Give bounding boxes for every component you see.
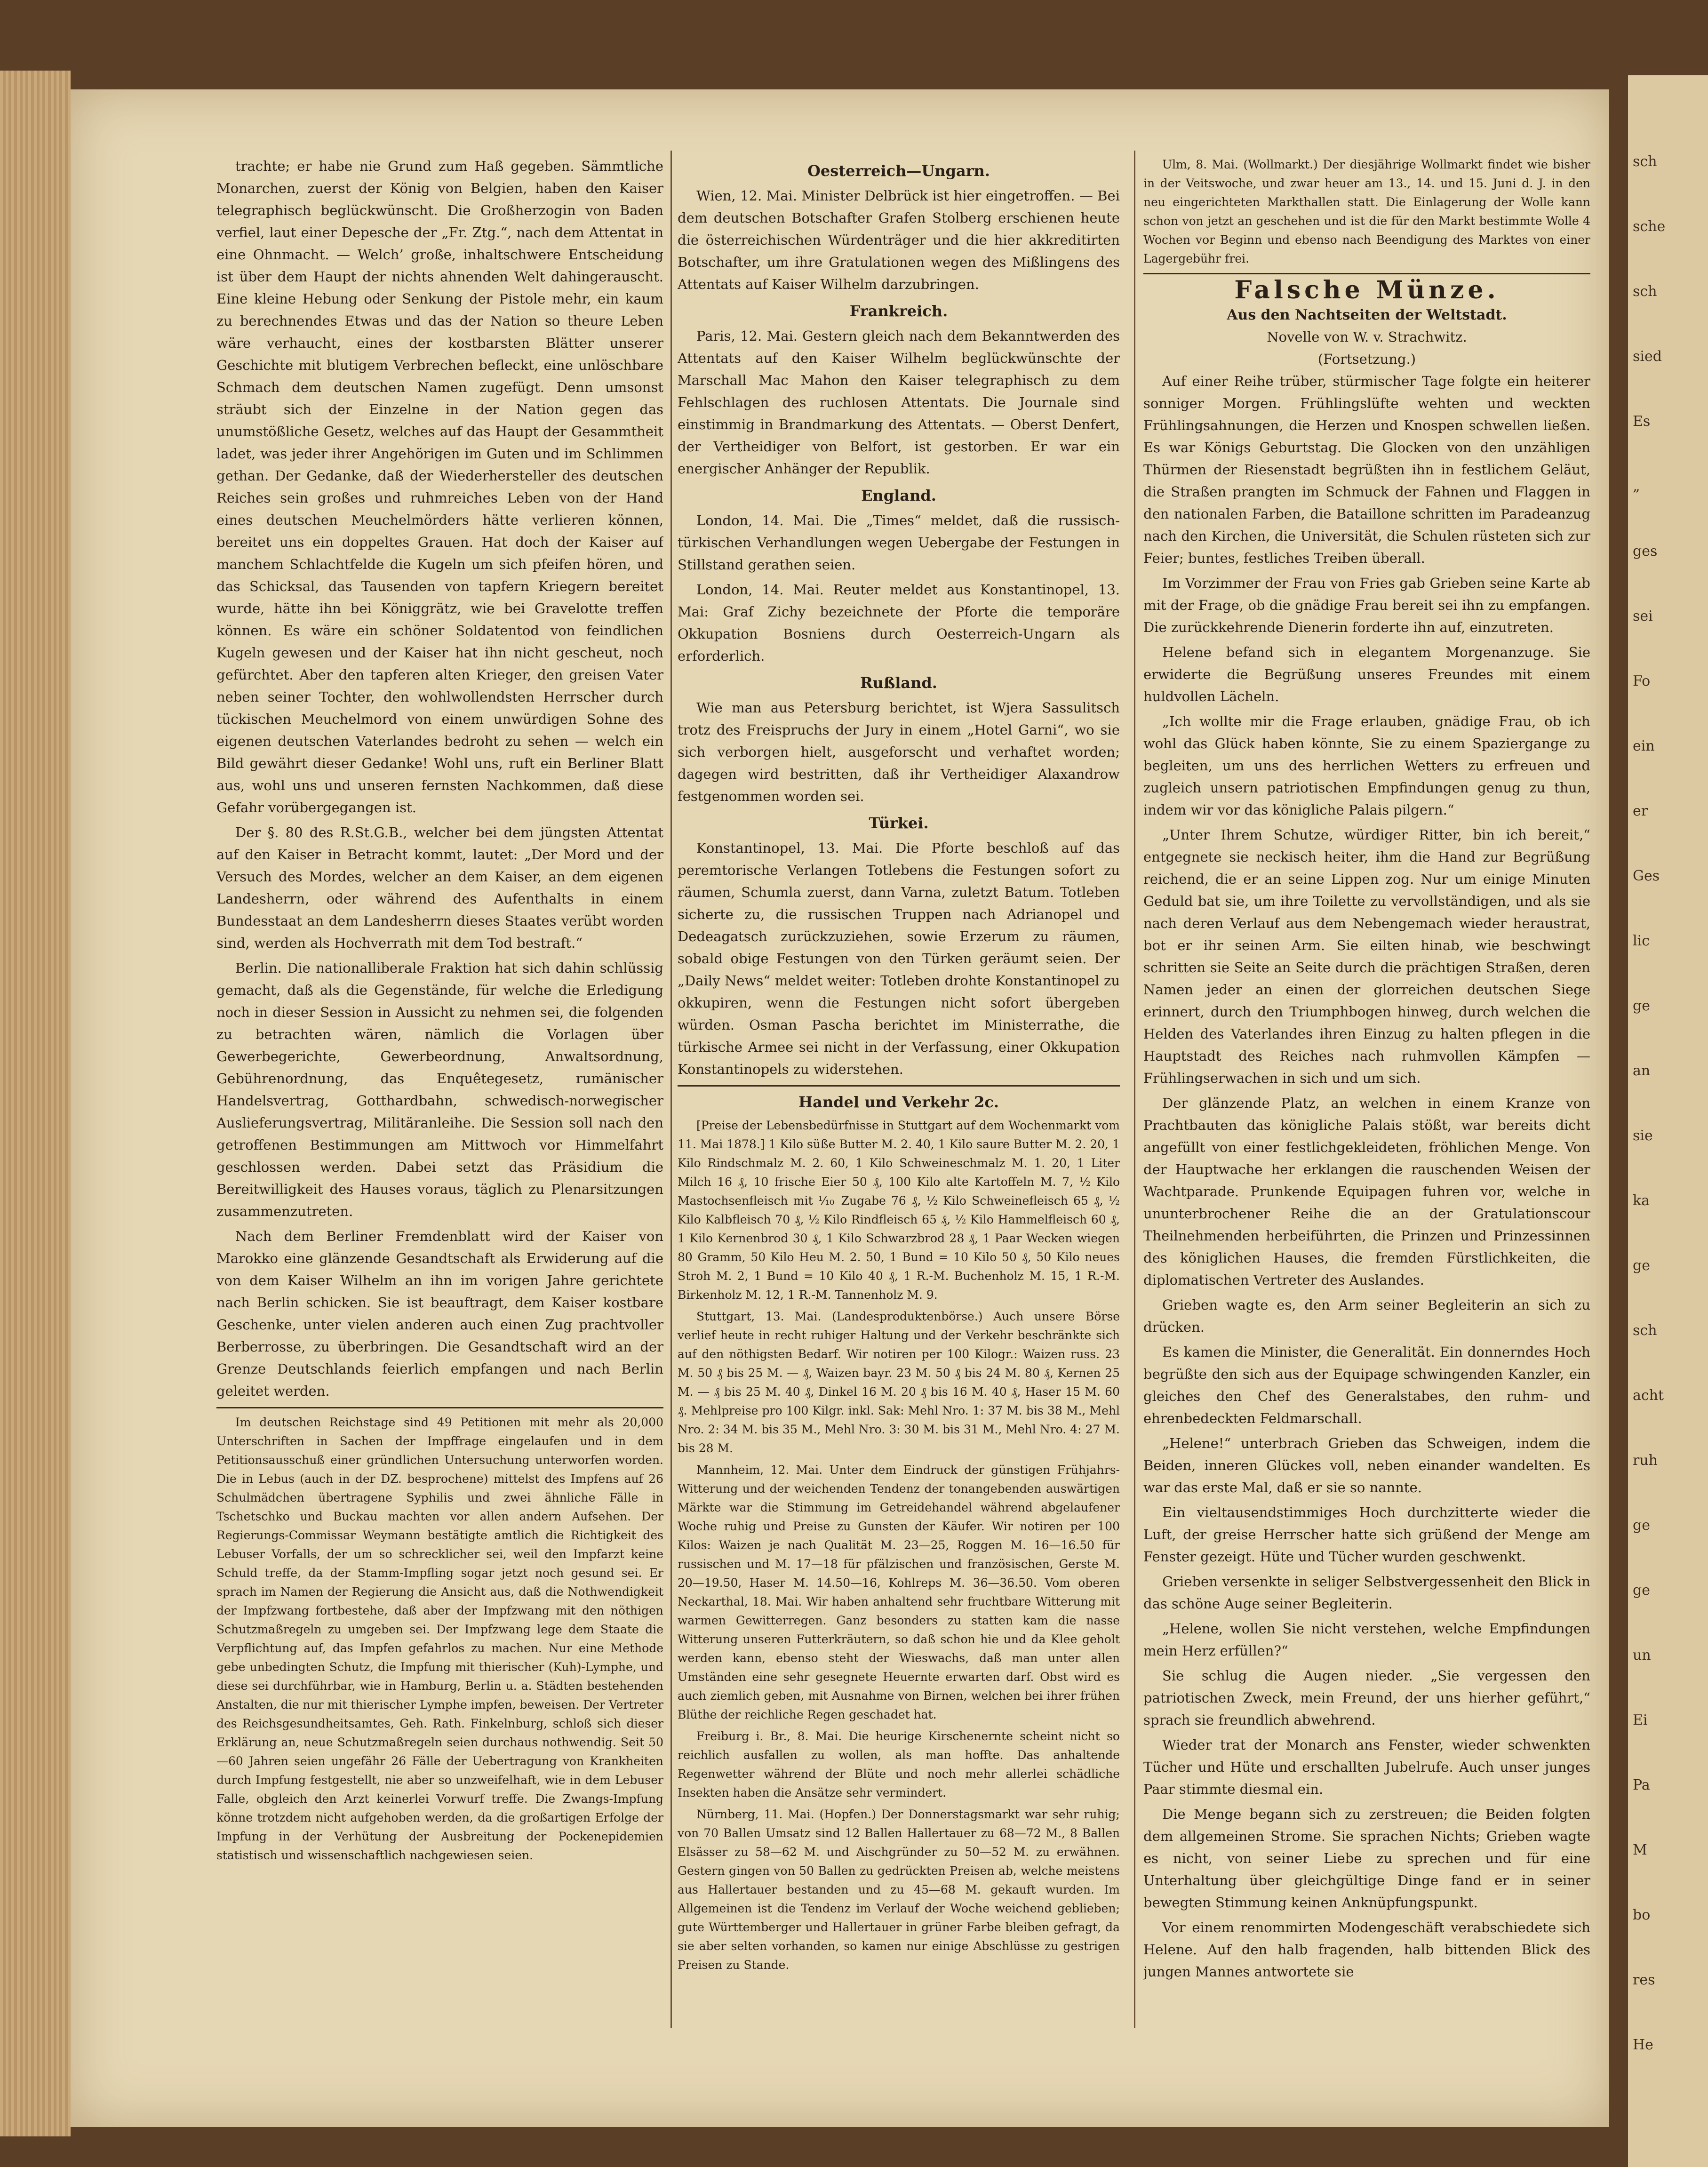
section-heading-trade: Handel und Verkehr 2c. — [798, 1093, 999, 1111]
section-heading-france: Frankreich. — [849, 302, 948, 320]
next-page-fragment: sch — [1633, 283, 1657, 300]
next-page-edge — [1628, 75, 1708, 2167]
paragraph: trachte; er habe nie Grund zum Haß gegeben. Sämmtliche Monarchen, zuerst der König von Belgien, haben den Kaiser telegraphisch beglückwünscht. Die Großherzogin von Baden verfiel, laut einer Depesche der „Fr. Ztg.“, nach dem Attentat in eine Ohnmacht. — Welch’ große, inhaltschwere Entscheidung ist über dem Haupt der nichts ahnenden Welt dahingerauscht. Eine kleine Hebung oder Senkung der Pistole mehr, ein kaum zu berechnendes Etwas und das der Nation so theure Leben wäre verhaucht, eines der kostbarsten Blätter unserer Geschichte mit blutigem Verbrechen befleckt, eine unlöschbare Schmach dem deutschen Namen zugefügt. Denn umsonst sträubt sich der Einzelne in der Nation gegen das unumstößliche Gesetz, welches auf das Haupt der Gesammtheit ladet, was jeder ihrer Angehörigen im Guten und im Schlimmen gethan. Der Gedanke, daß der Wiederhersteller des deutschen Reiches sein großes und ruhmreiches Leben von der Hand eines deutschen Meuchelmörders hätte verlieren können, bereitet uns ein doppeltes Grauen. Hat doch der Kaiser auf manchem Schlachtfelde die Kugeln um sich pfeifen hören, und das Schicksal, das Tausenden von tapfern Kriegern bereitet wurde, hätte ihn bei Königgrätz, wie bei Gravelotte treffen können. Es wäre ein schöner Soldatentod von feindlichen Kugeln gewesen und der Kaiser hat ihn nicht gescheut, noch gefürchtet. Aber den tapferen alten Krieger, den greisen Vater neben seiner Tochter, den wohlwollendsten Herrscher durch tückischen Meuchelmord von einem unwürdigen Sohne des eigenen deutschen Vaterlandes bedroht zu sehen — welch ein Bild gewährt dieser Gedanke! Wohl uns, ruft ein Berliner Blatt aus, wohl uns und unseren fernsten Nachkommen, daß diese Gefahr vorübergegangen ist. — [216, 158, 663, 816]
next-page-fragment: Ges — [1633, 868, 1660, 884]
paragraph: London, 14. Mai. Reuter meldet aus Konstantinopel, 13. Mai: Graf Zichy bezeichnete der Pforte die temporäre Okkupation Bosniens durch Oesterreich-Ungarn als erforderlich. — [678, 582, 1120, 664]
next-page-fragment: Pa — [1633, 1777, 1650, 1793]
paragraph: Vor einem renommirten Modengeschäft verabschiedete sich Helene. Auf den halb fragenden, halb bittenden Blick des jungen Mannes antwortete sie — [1143, 1919, 1590, 1980]
feuilleton-author: Novelle von W. v. Strachwitz. — [1267, 329, 1467, 345]
next-page-fragment: bo — [1633, 1907, 1651, 1923]
paragraph-small: [Preise der Lebensbedürfnisse in Stuttgart auf dem Wochenmarkt vom 11. Mai 1878.] 1 Kilo süße Butter M. 2. 40, 1 Kilo saure Butter M. 2. 20, 1 Kilo Rindschmalz M. 2. 60, 1 Kilo Schweineschmalz M. 1. 20, 1 Liter Milch 16 ₰, 10 frische Eier 50 ₰, 100 Kilo alte Kartoffeln M. 7, ½ Kilo Mastochsenfleisch mit ⅒ Zugabe 76 ₰, ½ Kilo Schweinefleisch 65 ₰, ½ Kilo Kalbfleisch 70 ₰, ½ Kilo Rindfleisch 65 ₰, ½ Kilo Hammelfleisch 60 ₰, 1 Kilo Kernenbrod 30 ₰, 1 Kilo Schwarzbrod 28 ₰, 1 Paar Wecken wiegen 80 Gramm, 50 Kilo Heu M. 2. 50, 1 Bund = 10 Kilo 50 ₰, 50 Kilo neues Stroh M. 2, 1 Bund = 10 Kilo 40 ₰, 1 R.-M. Buchenholz M. 15, 1 R.-M. Birkenholz M. 12, 1 R.-M. Tannenholz M. 9. — [678, 1119, 1120, 1302]
paragraph-small: Im deutschen Reichstage sind 49 Petitionen mit mehr als 20,000 Unterschriften in Sachen der Impffrage eingelaufen und in dem Petitionsausschuß einer gründlichen Untersuchung unterworfen worden. Die in Lebus (auch in der DZ. besprochene) mittelst des Impfens auf 26 Schulmädchen übertragene Syphilis und zwei ähnliche Fälle in Tschetschko und Buckau machten vor allen andern Aufsehen. Der Regierungs-Commissar Weymann bestätigte amtlich die Richtigkeit des Lebuser Vorfalls, der um so schrecklicher sei, weil den Impfarzt keine Schuld treffe, da der Stamm-Impfling sogar jetzt noch gesund sei. Er sprach im Namen der Regierung die Ansicht aus, daß die Nothwendigkeit der Impfzwang fortbestehe, daß aber der Impfzwang mit den nöthigen Schutzmaßregeln zu umgeben sei. Der Impfzwang lege dem Staate die Verpflichtung auf, das Impfen gefahrlos zu machen. Nur eine Methode gebe unbedingten Schutz, die Impfung mit thierischer (Kuh)-Lymphe, und diese sei durchführbar, wie in Hamburg, Berlin u. a. Städten bestehenden Anstalten, die nur mit thierischer Lymphe impfen, beweisen. Der Vertreter des Reichsgesundheitsamtes, Geh. Rath. Finkelnburg, schloß sich dieser Erklärung an, neue Schutzmaßregeln seien durchaus nothwendig. Seit 50—60 Jahren seien ungefähr 26 Fälle der Uebertragung von Krankheiten durch Impfung festgestellt, nie aber so unzweifelhaft, wie in dem Lebuser Falle, obgleich den Arzt keinerlei Vorwurf treffe. Die Zwangs-Impfung könne trotzdem nicht aufgehoben werden, da die großartigen Erfolge der Impfung in der Verhütung der Ausbreitung der Pockenepidemien statistisch und wissenschaftlich nachgewiesen seien. — [216, 1415, 663, 1862]
paragraph: Paris, 12. Mai. Gestern gleich nach dem Bekanntwerden des Attentats auf den Kaiser Wilhelm beglückwünschte der Marschall Mac Mahon den Kaiser telegraphisch zu dem Fehlschlagen des ruchlosen Attentats. Die Journale sind einstimmig in Brandmarkung des Attentats. — Oberst Denfert, der Vertheidiger von Belfort, ist gestorben. Er war ein energischer Anhänger der Republik. — [678, 328, 1120, 477]
paragraph: „Helene!“ unterbrach Grieben das Schweigen, indem die Beiden, inneren Glückes voll, neben einander wandelten. Es war das erste Mal, daß er sie so nannte. — [1143, 1435, 1590, 1495]
next-page-fragment: ruh — [1633, 1452, 1658, 1469]
next-page-fragment: sied — [1633, 348, 1662, 365]
divider — [1143, 273, 1590, 274]
next-page-fragment: res — [1633, 1972, 1655, 1988]
paragraph: London, 14. Mai. Die „Times“ meldet, daß die russisch-türkischen Verhandlungen wegen Uebergabe der Festungen in Stillstand gerathen seien. — [678, 512, 1120, 573]
column-rule — [1134, 151, 1135, 2028]
paragraph: Ein vieltausendstimmiges Hoch durchzitterte wieder die Luft, der greise Herrscher hatte sich grüßend der Menge am Fenster gezeigt. Hüte und Tücher wurden geschwenkt. — [1143, 1504, 1590, 1565]
feuilleton-subtitle: Aus den Nachtseiten der Weltstadt. — [1227, 307, 1507, 323]
column-1 — [216, 155, 663, 2028]
paragraph: Der glänzende Platz, an welchen in einem Kranze von Prachtbauten das königliche Palais stößt, war bereits dicht angefüllt von einer festlichgekleideten, fröhlichen Menge. Von der Hauptwache her erklangen die rauschenden Weisen der Wachtparade. Prunkende Equipagen fuhren vor, welche in ununterbrochener Reihe die an der Gratulationscour Theilnehmenden herbeiführten, die Prinzen und Prinzessinnen des königlichen Hauses, die fremden Fürstlichkeiten, die diplomatischen Vertreter des Auslandes. — [1143, 1095, 1590, 1288]
next-page-fragment: lic — [1633, 933, 1650, 949]
feuilleton-continuation: (Fortsetzung.) — [1317, 351, 1416, 367]
paragraph: Sie schlug die Augen nieder. „Sie vergessen den patriotischen Zweck, mein Freund, der uns hierher geführt,“ sprach sie freundlich abwehrend. — [1143, 1668, 1590, 1728]
next-page-fragment: Fo — [1633, 673, 1651, 689]
book-spine — [0, 71, 71, 2136]
paragraph-small: Nürnberg, 11. Mai. (Hopfen.) Der Donnerstagsmarkt war sehr ruhig; von 70 Ballen Umsatz sind 12 Ballen Hallertauer zu 68—72 M., 8 Ballen Elsässer zu 58—62 M. und Aischgründer zu 50—52 M. zu erwähnen. Gestern gingen von 50 Ballen zu gedrückten Preisen ab, welche meistens aus Hallertauer bestanden und zu 45—68 M. gekauft wurden. Im Allgemeinen ist die Tendenz im Verlauf der Woche weichend geblieben; gute Württemberger und Hallertauer in grüner Farbe bleiben gefragt, da sie aber selten vorhanden, so kamen nur einige Abschlüsse zu gestrigen Preisen zu Stande. — [678, 1807, 1120, 1972]
next-page-fragment: ge — [1633, 1517, 1650, 1534]
next-page-fragment: He — [1633, 2037, 1653, 2053]
next-page-fragment: ges — [1633, 543, 1658, 560]
next-page-fragment: sie — [1633, 1127, 1653, 1144]
paragraph-small: Mannheim, 12. Mai. Unter dem Eindruck der günstigen Frühjahrs-Witterung und der weichenden Tendenz der tonangebenden auswärtigen Märkte war die Stimmung im Getreidehandel während abgelaufener Woche ruhig und Preise zu Gunsten der Käufer. Wir notiren per 100 Kilos: Waizen je nach Qualität M. 23—25, Roggen M. 16—16.50 für russischen und M. 17—18 für pfälzischen und französischen, Gerste M. 20—19.50, Haser M. 14.50—16, Kohlreps M. 36—36.50. Vom oberen Neckarthal, 18. Mai. Wir haben anhaltend sehr fruchtbare Witterung mit warmen Gewitterregen. Ganz besonders zu statten kam die nasse Witterung unseren Futterkräutern, so daß schon hie und da Klee geholt werden kann, ebenso steht der Wieswachs, daß man unter allen Umständen eine sehr gesegnete Heuernte erwarten darf. Obst wird es auch ziemlich geben, mit Ausnahme von Birnen, welchen bei ihrer frühen Blüthe der reichliche Regen geschadet hat. — [678, 1463, 1120, 1721]
next-page-fragment: ge — [1633, 998, 1650, 1014]
next-page-fragment: ge — [1633, 1582, 1650, 1599]
next-page-fragment: sei — [1633, 608, 1653, 624]
section-heading-england: England. — [861, 487, 936, 504]
divider — [216, 1407, 663, 1408]
column-2 — [678, 155, 1120, 2028]
paragraph: Es kamen die Minister, die Generalität. Ein donnerndes Hoch begrüßte den sich aus der Equipage schwingenden Kanzler, ein gleiches den Chef des Generalstabes, den ruhm- und ehrenbedeckten Feldmarschall. — [1143, 1344, 1590, 1426]
paragraph: Die Menge begann sich zu zerstreuen; die Beiden folgten dem allgemeinen Strome. Sie sprachen Nichts; Grieben wagte es nicht, von seiner Liebe zu sprechen und für eine Unterhaltung über gleichgültige Dinge fand er in seiner bewegten Stimmung keinen Anknüpfungspunkt. — [1143, 1806, 1590, 1911]
divider — [678, 1085, 1120, 1087]
next-page-fragment: „ — [1633, 478, 1640, 495]
paragraph: Wie man aus Petersburg berichtet, ist Wjera Sassulitsch trotz des Freispruchs der Jury in einem „Hotel Garni“, wo sie sich verborgen hielt, ausgeforscht und verhaftet worden; dagegen wird bestritten, daß ihr Vertheidiger Alaxandrow festgenommen worden sei. — [678, 700, 1120, 804]
next-page-fragment: sch — [1633, 1322, 1657, 1339]
paragraph: „Helene, wollen Sie nicht verstehen, welche Empfindungen mein Herz erfüllen?“ — [1143, 1621, 1590, 1659]
paragraph: Wien, 12. Mai. Minister Delbrück ist hier eingetroffen. — Bei dem deutschen Botschafter Grafen Stolberg erschienen heute die österreichischen Würdenträger und die hier akkreditirten Botschafter, um ihre Gratulationen wegen des Mißlingens des Attentats auf Kaiser Wilhelm darzubringen. — [678, 188, 1120, 292]
next-page-fragment: sch — [1633, 153, 1657, 170]
paragraph: „Ich wollte mir die Frage erlauben, gnädige Frau, ob ich wohl das Glück haben könnte, Sie zu einem Spaziergange zu begleiten, um uns des herrlichen Wetters zu erfreuen und zugleich unsern patriotischen Empfindungen genug zu thun, indem wir vor das königliche Palais pilgern.“ — [1143, 713, 1590, 818]
paragraph: Auf einer Reihe trüber, stürmischer Tage folgte ein heiterer sonniger Morgen. Frühlingslüfte wehten und weckten Frühlingsahnungen, die Herzen und Knospen schwellen ließen. Es war Königs Geburtstag. Die Glocken von den unzähligen Thürmen der Riesenstadt begrüßten ihn in festlichem Geläut, die Straßen prangten im Schmuck der Fahnen und Flaggen in den nationalen Farben, die Bataillone schritten im Paradeanzug nach den Kirchen, die Universität, die Schulen rüsteten sich zur Feier; buntes, festliches Treiben überall. — [1143, 373, 1590, 566]
section-heading-turkey: Türkei. — [869, 814, 929, 832]
paragraph-small: Freiburg i. Br., 8. Mai. Die heurige Kirschenernte scheint nicht so reichlich ausfallen zu wollen, als man hoffte. Das anhaltende Regenwetter während der Blüte und noch mehr allerlei schädliche Insekten haben die Ansätze sehr vermindert. — [678, 1729, 1120, 1799]
paragraph-small: Stuttgart, 13. Mai. (Landesproduktenbörse.) Auch unsere Börse verlief heute in recht ruhiger Haltung und der Verkehr beschränkte sich auf den nöthigsten Bedarf. Wir notiren per 100 Kilogr.: Waizen russ. 23 M. 50 ₰ bis 25 M. — ₰, Waizen bayr. 23 M. 50 ₰ bis 24 M. 80 ₰, Kernen 25 M. — ₰ bis 25 M. 40 ₰, Dinkel 16 M. 20 ₰ bis 16 M. 40 ₰, Haser 15 M. 60 ₰. Mehlpreise pro 100 Kilgr. inkl. Sak: Mehl Nro. 1: 37 M. bis 38 M., Mehl Nro. 2: 34 M. bis 35 M., Mehl Nro. 3: 30 M. bis 31 M., Mehl Nro. 4: 27 M. bis 28 M. — [678, 1310, 1120, 1455]
paragraph-small: Ulm, 8. Mai. (Wollmarkt.) Der diesjährige Wollmarkt findet wie bisher in der Veitswoche, und zwar heuer am 13., 14. und 15. Juni d. J. in den neu eingerichteten Markthallen statt. Die Einlagerung der Wolle kann schon von jetzt an geschehen und ist die für den Markt bestimmte Wolle 4 Wochen vor Beginn und ebenso nach Beendigung des Marktes von einer Lagergebühr frei. — [1143, 158, 1590, 265]
paragraph: „Unter Ihrem Schutze, würdiger Ritter, bin ich bereit,“ entgegnete sie neckisch heiter, ihm die Hand zur Begrüßung reichend, die er an seine Lippen zog. Nur um einige Minuten Geduld bat sie, um ihre Toilette zu vervollständigen, und als sie nach deren Verlauf aus dem Nebengemach wieder heraustrat, bot er ihr seinen Arm. Sie eilten hinab, wie beschwingt schritten sie Seite an Seite durch die prächtigen Straßen, deren Namen jeder an einen der glorreichen deutschen Siege erinnert, durch den Triumphbogen hinweg, durch welchen die Helden des Vaterlandes ihren Einzug zu halten pflegen in die Hauptstadt des Reiches nach ruhmvollen Kämpfen — Frühlingserwachen in sich und um sich. — [1143, 827, 1590, 1086]
next-page-fragment: an — [1633, 1063, 1651, 1079]
paragraph: Im Vorzimmer der Frau von Fries gab Grieben seine Karte ab mit der Frage, ob die gnädige Frau bereit sei ihn zu empfangen. Die zurückkehrende Dienerin forderte ihn auf, einzutreten. — [1143, 575, 1590, 635]
paragraph: Berlin. Die nationalliberale Fraktion hat sich dahin schlüssig gemacht, daß als die Gegenstände, für welche die Erledigung noch in dieser Session in Aussicht zu nehmen sei, die folgenden zu betrachten wären, nämlich die Vorlagen über Gewerbegerichte, Gewerbeordnung, Anwaltsordnung, Gebührenordnung, das Enquêtegesetz, rumänischer Handelsvertrag, Gotthardbahn, schwedisch-norwegischer Auslieferungsvertrag, Militäranleihe. Die Session soll nach den getroffenen Bestimmungen am Mittwoch vor Himmelfahrt geschlossen werden. Dabei setzt das Präsidium die Bereitwilligkeit des Hauses voraus, täglich zu Plenarsitzungen zusammenzutreten. — [216, 960, 663, 1219]
column-3 — [1143, 155, 1590, 2028]
section-heading-russia: Rußland. — [860, 674, 937, 692]
feuilleton-title: Falsche Münze. — [1234, 276, 1500, 304]
paragraph: Konstantinopel, 13. Mai. Die Pforte beschloß auf das peremtorische Verlangen Totlebens die Festungen sofort zu räumen, Schumla zuerst, dann Varna, zuletzt Batum. Totleben sicherte zu, die russischen Truppen nach Adrianopel und Dedeagatsch zurückzuziehen, sowie Erzerum zu räumen, sobald obige Festungen von den Türken geräumt seien. Der „Daily News“ meldet weiter: Totleben drohte Konstantinopel zu okkupiren, wenn die Festungen nicht sofort übergeben würden. Osman Pascha berichtet im Ministerrathe, die türkische Armee sei nicht in der Verfassung, einer Okkupation Konstantinopels zu widerstehen. — [678, 840, 1120, 1077]
next-page-fragment: ge — [1633, 1257, 1650, 1274]
next-page-fragment: ein — [1633, 738, 1655, 754]
paragraph: Helene befand sich in elegantem Morgenanzuge. Sie erwiderte die Begrüßung unseres Freundes mit einem huldvollen Lächeln. — [1143, 644, 1590, 704]
next-page-fragment: er — [1633, 803, 1648, 819]
section-heading-austria: Oesterreich—Ungarn. — [807, 162, 990, 180]
next-page-fragment: acht — [1633, 1387, 1664, 1404]
column-rule — [670, 151, 672, 2028]
paragraph: Grieben versenkte in seliger Selbstvergessenheit den Blick in das schöne Auge seiner Begleiterin. — [1143, 1574, 1590, 1612]
paragraph: Der §. 80 des R.St.G.B., welcher bei dem jüngsten Attentat auf den Kaiser in Betracht kommt, lautet: „Der Mord und der Versuch des Mordes, welcher an dem Kaiser, an dem eigenen Landesherrn, oder während des Aufenthalts in einem Bundesstaat an dem Landesherrn dieses Staates verübt worden sind, werden als Hochverrath mit dem Tod bestraft.“ — [216, 824, 663, 951]
next-page-fragment: M — [1633, 1842, 1647, 1858]
paragraph: Nach dem Berliner Fremdenblatt wird der Kaiser von Marokko eine glänzende Gesandtschaft als Erwiderung auf die von dem Kaiser Wilhelm an ihn im vorigen Jahre gerichtete nach Berlin schicken. Sie ist beauftragt, dem Kaiser kostbare Geschenke, unter vielen anderen auch einen Zug prachtvoller Berberrosse, zu überbringen. Die Gesandtschaft wird an der Grenze Deutschlands feierlich empfangen und nach Berlin geleitet werden. — [216, 1228, 663, 1399]
paragraph: Grieben wagte es, den Arm seiner Begleiterin an sich zu drücken. — [1143, 1297, 1590, 1335]
next-page-fragment: un — [1633, 1647, 1651, 1663]
next-page-fragment: Ei — [1633, 1712, 1648, 1728]
next-page-fragment: Es — [1633, 413, 1651, 430]
next-page-fragment: sche — [1633, 218, 1666, 235]
paragraph: Wieder trat der Monarch ans Fenster, wieder schwenkten Tücher und Hüte und erschallten Jubelrufe. Auch unser junges Paar stimmte diesmal ein. — [1143, 1737, 1590, 1797]
next-page-fragment: ka — [1633, 1192, 1650, 1209]
